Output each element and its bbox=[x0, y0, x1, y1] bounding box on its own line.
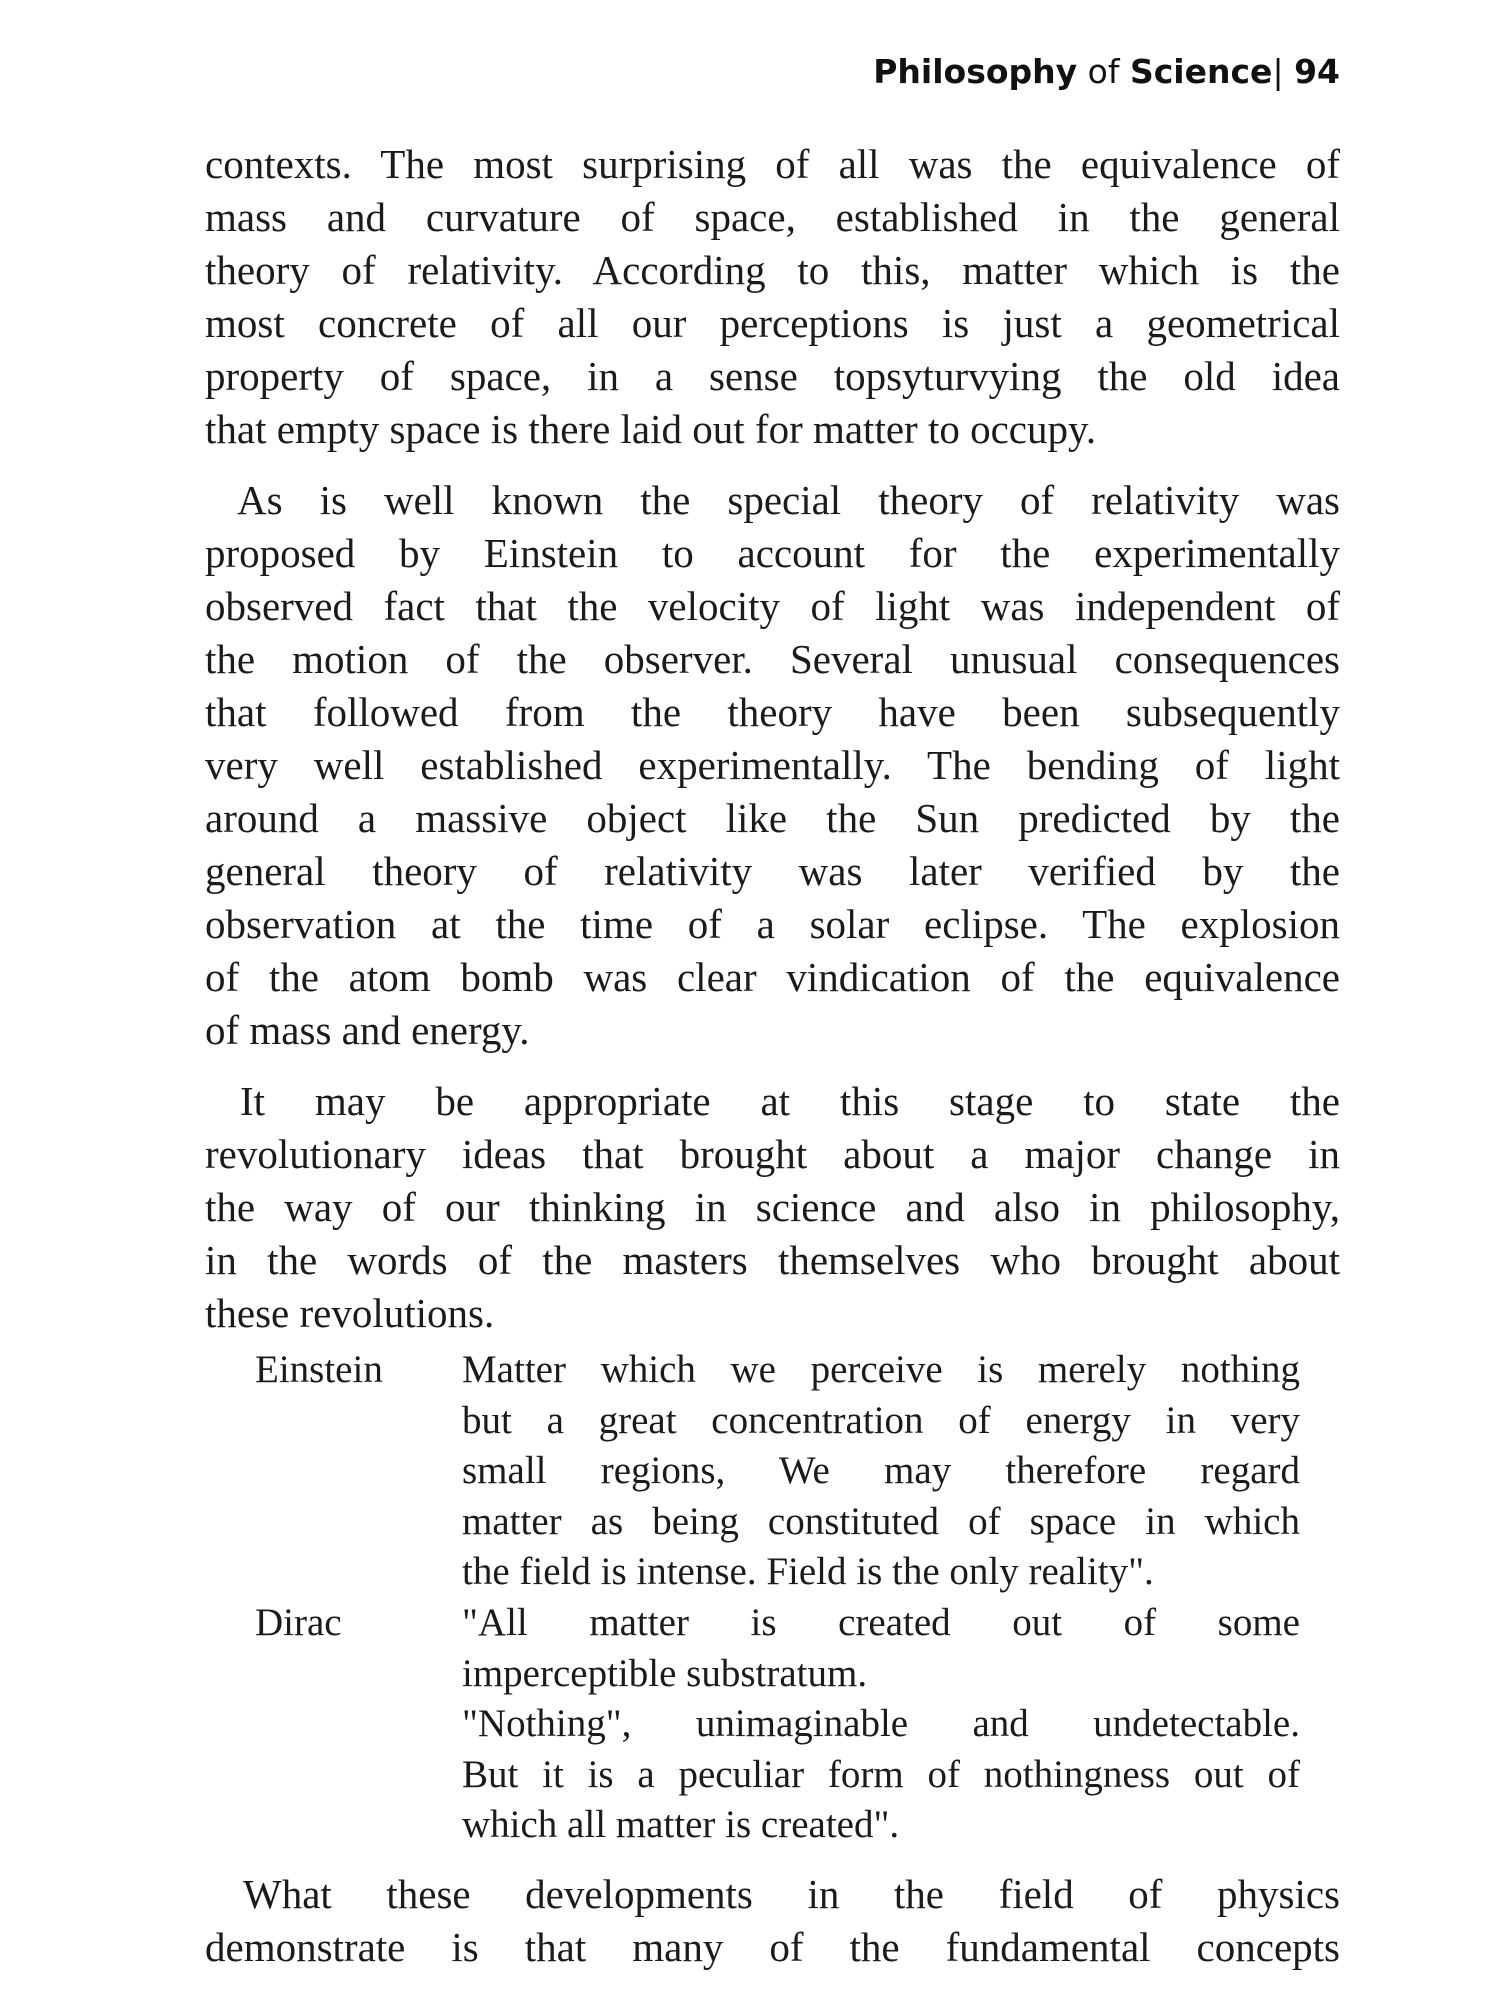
paragraph-4 bbox=[205, 1868, 1340, 1974]
running-header bbox=[873, 52, 1340, 91]
text-line: contexts. The most surprising of all was the equivalence of bbox=[205, 141, 1340, 187]
quote-line: the field is intense. Field is the only reality". bbox=[462, 1550, 1154, 1593]
text-line: proposed by Einstein to account for the experimentally bbox=[205, 530, 1340, 576]
text-line: general theory of relativity was later verified by the bbox=[205, 848, 1340, 894]
text-line: demonstrate is that many of the fundamental concepts bbox=[205, 1924, 1340, 1970]
text-line: these revolutions. bbox=[205, 1290, 495, 1336]
quote-line: But it is a peculiar form of nothingness out of bbox=[462, 1752, 1300, 1796]
header-title-science: Science bbox=[1129, 52, 1273, 91]
quote-line: Matter which we perceive is merely nothing bbox=[462, 1348, 1300, 1391]
quote-speaker: Einstein bbox=[255, 1348, 383, 1391]
quote-line: "Nothing", unimaginable and undetectable. bbox=[462, 1702, 1300, 1745]
paragraph-3 bbox=[205, 1075, 1340, 1340]
quote-line: matter as being constituted of space in which bbox=[462, 1499, 1300, 1543]
text-line: observed fact that the velocity of light was independent of bbox=[205, 583, 1340, 629]
text-line: What these developments in the field of physics bbox=[243, 1871, 1340, 1917]
text-line: that followed from the theory have been subsequently bbox=[205, 689, 1340, 735]
text-line: the way of our thinking in science and also in philosophy, bbox=[205, 1184, 1340, 1230]
quote-line: imperceptible substratum. bbox=[462, 1651, 868, 1695]
header-title-of: of bbox=[1087, 52, 1120, 91]
body-text bbox=[205, 138, 1340, 1340]
quote-text bbox=[462, 1345, 1300, 1598]
text-line: theory of relativity. According to this, matter which is the bbox=[205, 247, 1340, 293]
text-line: that empty space is there laid out for matter to occupy. bbox=[205, 406, 1097, 452]
text-line: As is well known the special theory of relativity was bbox=[237, 477, 1340, 523]
header-separator: | bbox=[1272, 52, 1284, 91]
text-line: observation at the time of a solar eclipse. The explosion bbox=[205, 901, 1340, 947]
header-title-philosophy: Philosophy bbox=[873, 52, 1078, 91]
text-line: in the words of the masters themselves who brought about bbox=[205, 1237, 1340, 1283]
text-line: property of space, in a sense topsyturvying the old idea bbox=[205, 353, 1340, 399]
quote-speaker: Dirac bbox=[255, 1601, 342, 1644]
paragraph-2 bbox=[205, 474, 1340, 1057]
quote-dirac bbox=[255, 1598, 1300, 1853]
paragraph-1 bbox=[205, 138, 1340, 456]
text-line: of mass and energy. bbox=[205, 1007, 530, 1053]
text-line: It may be appropriate at this stage to state the bbox=[240, 1078, 1340, 1124]
text-line: most concrete of all our perceptions is just a geometrical bbox=[205, 300, 1340, 346]
text-line: the motion of the observer. Several unusual consequences bbox=[205, 636, 1340, 682]
quote-line: which all matter is created". bbox=[462, 1803, 900, 1846]
quote-line: but a great concentration of energy in very bbox=[462, 1398, 1300, 1442]
text-line: revolutionary ideas that brought about a major change in bbox=[205, 1131, 1340, 1177]
quote-einstein bbox=[255, 1345, 1300, 1600]
quote-line: small regions, We may therefore regard bbox=[462, 1449, 1300, 1492]
text-line: very well established experimentally. The bending of light bbox=[205, 742, 1340, 788]
text-line: around a massive object like the Sun predicted by the bbox=[205, 795, 1340, 841]
quote-line: "All matter is created out of some bbox=[462, 1601, 1300, 1644]
page-number: 94 bbox=[1294, 52, 1340, 91]
text-line: mass and curvature of space, established in the general bbox=[205, 194, 1340, 240]
quote-text bbox=[462, 1598, 1300, 1851]
text-line: of the atom bomb was clear vindication of the equivalence bbox=[205, 954, 1340, 1000]
